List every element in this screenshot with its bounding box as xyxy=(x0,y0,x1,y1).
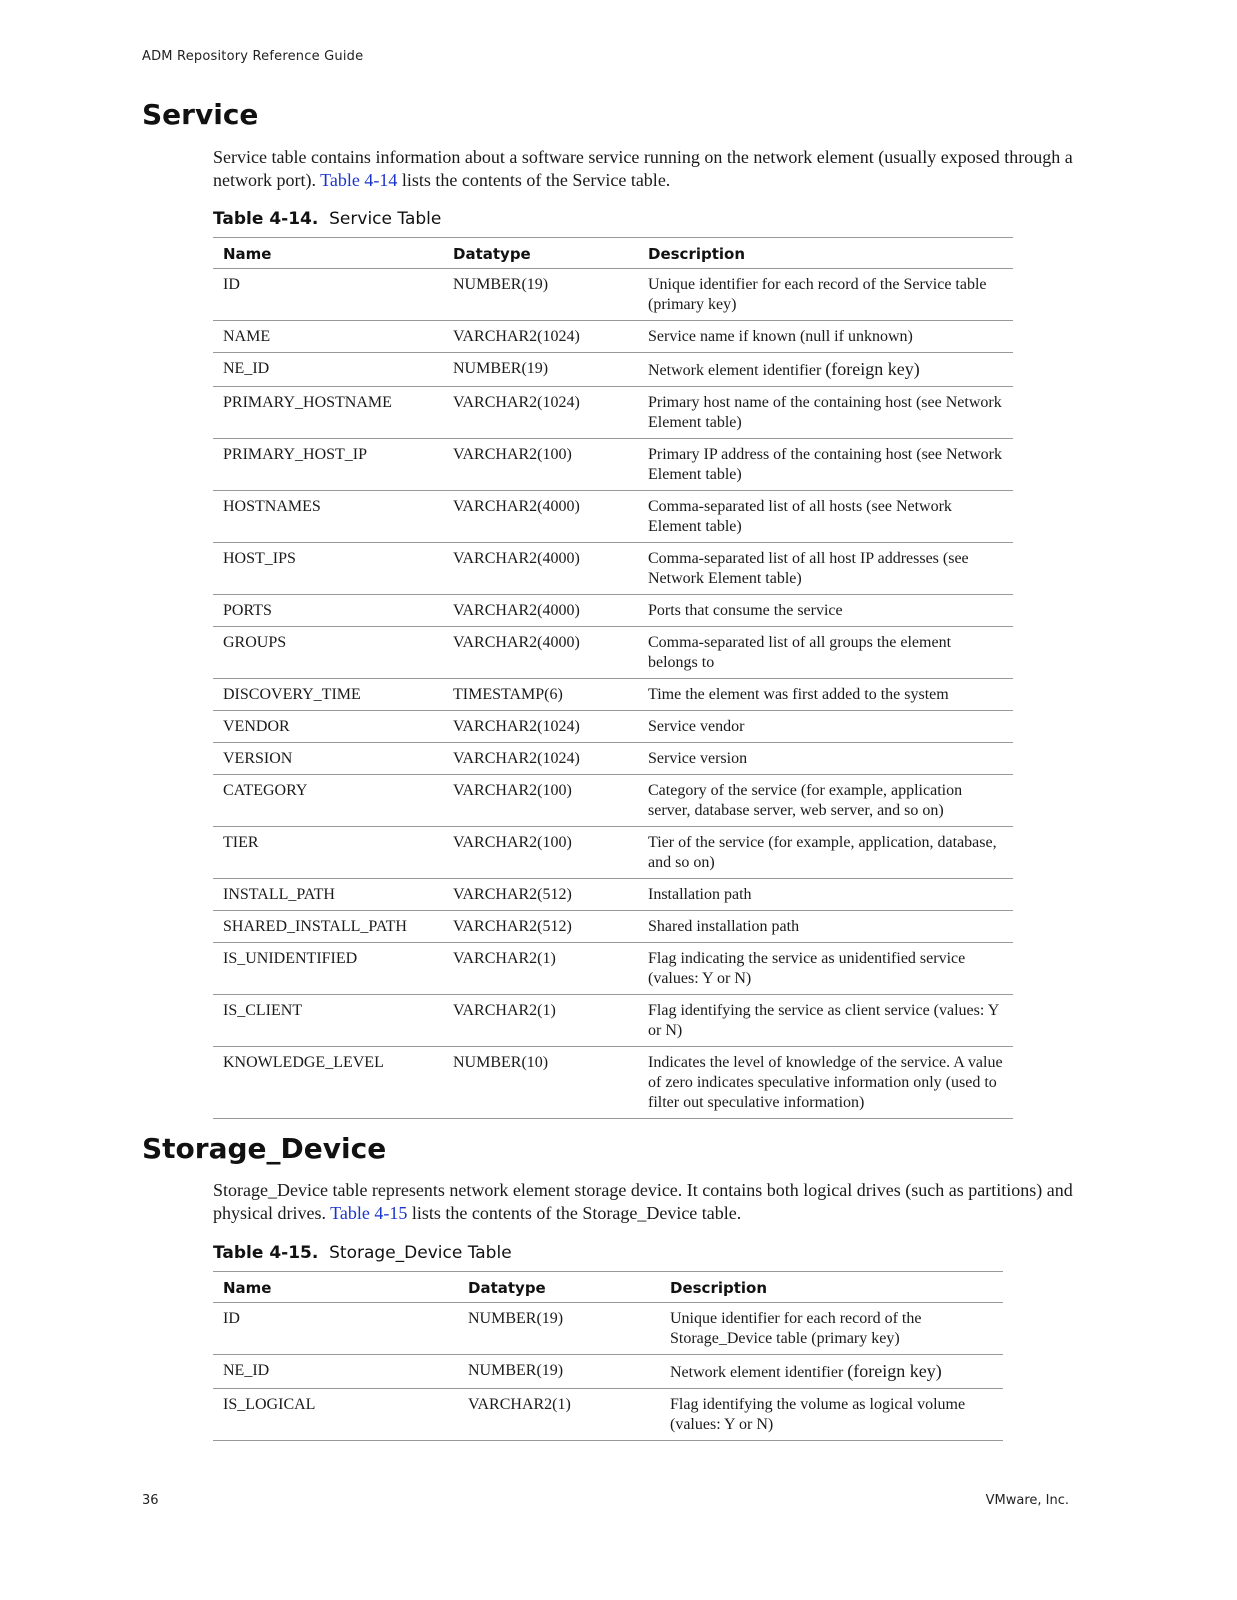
table-row xyxy=(213,595,1013,627)
cell-name xyxy=(213,743,443,775)
cell-name-text: NAME xyxy=(223,328,271,345)
cell-datatype-text: VARCHAR2(1024) xyxy=(453,394,580,411)
column-header-description: Description xyxy=(638,238,1013,269)
cell-description xyxy=(638,827,1013,879)
cell-name xyxy=(213,387,443,439)
cell-datatype xyxy=(458,1389,660,1441)
cell-name-text: IS_LOGICAL xyxy=(223,1396,316,1413)
table-row xyxy=(213,879,1013,911)
cell-description xyxy=(638,353,1013,387)
cell-name xyxy=(213,627,443,679)
cell-name xyxy=(213,595,443,627)
cell-datatype-text: VARCHAR2(1024) xyxy=(453,328,580,345)
service-caption-title: Service Table xyxy=(329,209,442,229)
cell-datatype-text: NUMBER(19) xyxy=(468,1310,564,1327)
cell-name-text: IS_CLIENT xyxy=(223,1002,303,1019)
cell-datatype-text: VARCHAR2(100) xyxy=(453,782,572,799)
cell-description-text: Shared installation path xyxy=(648,918,800,935)
table-row xyxy=(213,439,1013,491)
cell-name xyxy=(213,775,443,827)
cell-name xyxy=(213,911,443,943)
cell-description-text: Comma-separated list of all groups the element belongs to xyxy=(648,634,952,671)
cell-description-text: Installation path xyxy=(648,886,752,903)
cell-description-text: Primary host name of the containing host (see Network Element table) xyxy=(648,394,1002,431)
cell-description xyxy=(660,1355,1003,1389)
cell-datatype xyxy=(443,491,638,543)
table-row xyxy=(213,1355,1003,1389)
table-4-15-link[interactable]: Table 4-15 xyxy=(330,1203,408,1223)
cell-description-suffix: (foreign key) xyxy=(825,359,920,379)
cell-description-text: Primary IP address of the containing host (see Network Element table) xyxy=(648,446,1002,483)
cell-name xyxy=(213,439,443,491)
cell-name-text: NE_ID xyxy=(223,360,270,377)
cell-description-text: Unique identifier for each record of the Storage_Device table (primary key) xyxy=(670,1310,922,1347)
table-row xyxy=(213,491,1013,543)
storage-device-heading: Storage_Device xyxy=(142,1132,387,1165)
table-row xyxy=(213,1047,1013,1119)
cell-datatype-text: VARCHAR2(1) xyxy=(468,1396,571,1413)
cell-name xyxy=(213,353,443,387)
storage-device-table xyxy=(213,1271,1003,1441)
cell-description xyxy=(638,387,1013,439)
cell-name xyxy=(213,1355,458,1389)
cell-description xyxy=(638,943,1013,995)
cell-description xyxy=(638,743,1013,775)
cell-datatype xyxy=(443,743,638,775)
cell-name-text: TIER xyxy=(223,834,259,851)
footer-company: VMware, Inc. xyxy=(985,1493,1069,1508)
cell-name-text: HOST_IPS xyxy=(223,550,296,567)
cell-name-text: HOSTNAMES xyxy=(223,498,321,515)
cell-description-text: Flag identifying the volume as logical volume (values: Y or N) xyxy=(670,1396,966,1433)
cell-description xyxy=(660,1389,1003,1441)
column-header-name: Name xyxy=(213,1272,458,1303)
cell-description xyxy=(638,321,1013,353)
table-row xyxy=(213,995,1013,1047)
cell-description xyxy=(638,595,1013,627)
cell-name xyxy=(213,1047,443,1119)
service-table-header-row xyxy=(213,238,1013,269)
cell-name-text: ID xyxy=(223,276,240,293)
cell-datatype-text: TIMESTAMP(6) xyxy=(453,686,563,703)
cell-description xyxy=(638,439,1013,491)
cell-description-text: Category of the service (for example, application server, database server, web server, and so on) xyxy=(648,782,963,819)
table-row xyxy=(213,321,1013,353)
storage-intro-text: Storage_Device table represents network element storage device. It contains both logical drives (such as partitions) and physical drives. xyxy=(213,1180,1073,1223)
cell-name-text: IS_UNIDENTIFIED xyxy=(223,950,358,967)
table-row xyxy=(213,679,1013,711)
cell-description-text: Ports that consume the service xyxy=(648,602,843,619)
cell-description xyxy=(638,679,1013,711)
page-number: 36 xyxy=(142,1493,159,1508)
table-row xyxy=(213,269,1013,321)
cell-datatype-text: VARCHAR2(4000) xyxy=(453,498,580,515)
service-intro-text: Service table contains information about a software service running on the network element (usually exposed through a network port). xyxy=(213,147,1073,190)
service-intro xyxy=(213,146,1083,192)
cell-description xyxy=(638,879,1013,911)
cell-datatype-text: NUMBER(19) xyxy=(468,1362,564,1379)
cell-name xyxy=(213,711,443,743)
cell-datatype xyxy=(443,775,638,827)
cell-description-text: Service vendor xyxy=(648,718,745,735)
cell-description xyxy=(638,491,1013,543)
cell-description xyxy=(638,1047,1013,1119)
cell-datatype xyxy=(443,627,638,679)
cell-datatype-text: VARCHAR2(512) xyxy=(453,918,572,935)
cell-name-text: PRIMARY_HOST_IP xyxy=(223,446,368,463)
cell-datatype-text: VARCHAR2(1024) xyxy=(453,750,580,767)
cell-name-text: PORTS xyxy=(223,602,272,619)
cell-datatype xyxy=(443,943,638,995)
table-row xyxy=(213,1389,1003,1441)
cell-datatype-text: NUMBER(10) xyxy=(453,1054,549,1071)
cell-datatype-text: NUMBER(19) xyxy=(453,276,549,293)
cell-description-text: Flag identifying the service as client service (values: Y or N) xyxy=(648,1002,999,1039)
storage-device-intro xyxy=(213,1179,1083,1225)
cell-datatype xyxy=(443,995,638,1047)
cell-name-text: KNOWLEDGE_LEVEL xyxy=(223,1054,384,1071)
cell-description-text: Comma-separated list of all host IP addresses (see Network Element table) xyxy=(648,550,969,587)
cell-description xyxy=(660,1303,1003,1355)
service-caption-label: Table 4-14. xyxy=(213,209,319,229)
table-row xyxy=(213,743,1013,775)
cell-name-text: PRIMARY_HOSTNAME xyxy=(223,394,392,411)
table-row xyxy=(213,627,1013,679)
cell-description-text: Service version xyxy=(648,750,748,767)
cell-name-text: VERSION xyxy=(223,750,293,767)
cell-name-text: ID xyxy=(223,1310,240,1327)
cell-datatype xyxy=(443,679,638,711)
cell-description-text: Comma-separated list of all hosts (see Network Element table) xyxy=(648,498,952,535)
cell-description xyxy=(638,711,1013,743)
cell-datatype xyxy=(443,911,638,943)
column-header-name: Name xyxy=(213,238,443,269)
cell-datatype xyxy=(458,1355,660,1389)
cell-description-text: Service name if known (null if unknown) xyxy=(648,328,913,345)
cell-description-text: Flag indicating the service as unidentified service (values: Y or N) xyxy=(648,950,966,987)
cell-description-text: Unique identifier for each record of the Service table (primary key) xyxy=(648,276,987,313)
cell-datatype xyxy=(443,353,638,387)
cell-name-text: VENDOR xyxy=(223,718,290,735)
cell-datatype xyxy=(443,543,638,595)
cell-datatype xyxy=(443,827,638,879)
table-row xyxy=(213,387,1013,439)
cell-datatype-text: VARCHAR2(1) xyxy=(453,950,556,967)
cell-datatype xyxy=(443,439,638,491)
table-row xyxy=(213,543,1013,595)
cell-name xyxy=(213,269,443,321)
column-header-datatype: Datatype xyxy=(458,1272,660,1303)
cell-description-text: Indicates the level of knowledge of the service. A value of zero indicates speculative information only (used to filter out speculative information) xyxy=(648,1054,1003,1111)
cell-datatype-text: NUMBER(19) xyxy=(453,360,549,377)
cell-name xyxy=(213,1303,458,1355)
service-heading: Service xyxy=(142,98,259,131)
cell-name-text: GROUPS xyxy=(223,634,287,651)
table-row xyxy=(213,711,1013,743)
cell-datatype-text: VARCHAR2(4000) xyxy=(453,602,580,619)
cell-description xyxy=(638,269,1013,321)
cell-datatype xyxy=(443,711,638,743)
cell-datatype xyxy=(443,879,638,911)
cell-description xyxy=(638,911,1013,943)
cell-datatype xyxy=(443,595,638,627)
storage-table-header-row xyxy=(213,1272,1003,1303)
cell-datatype-text: VARCHAR2(4000) xyxy=(453,634,580,651)
service-intro-text-end: lists the contents of the Service table. xyxy=(397,170,671,190)
cell-datatype xyxy=(443,269,638,321)
cell-description-text: Time the element was first added to the system xyxy=(648,686,949,703)
cell-name-text: DISCOVERY_TIME xyxy=(223,686,361,703)
column-header-datatype: Datatype xyxy=(443,238,638,269)
cell-datatype-text: VARCHAR2(1024) xyxy=(453,718,580,735)
table-4-14-link[interactable]: Table 4-14 xyxy=(320,170,398,190)
table-row xyxy=(213,1303,1003,1355)
cell-name xyxy=(213,827,443,879)
cell-name-text: INSTALL_PATH xyxy=(223,886,335,903)
cell-name xyxy=(213,679,443,711)
cell-name xyxy=(213,491,443,543)
cell-datatype-text: VARCHAR2(1) xyxy=(453,1002,556,1019)
storage-caption-label: Table 4-15. xyxy=(213,1243,319,1263)
cell-datatype-text: VARCHAR2(100) xyxy=(453,834,572,851)
cell-datatype xyxy=(443,321,638,353)
table-row xyxy=(213,911,1013,943)
cell-description xyxy=(638,543,1013,595)
cell-name xyxy=(213,995,443,1047)
cell-datatype xyxy=(443,387,638,439)
cell-name xyxy=(213,321,443,353)
table-row xyxy=(213,827,1013,879)
table-row xyxy=(213,943,1013,995)
table-row xyxy=(213,353,1013,387)
cell-name xyxy=(213,943,443,995)
column-header-description: Description xyxy=(660,1272,1003,1303)
cell-datatype-text: VARCHAR2(4000) xyxy=(453,550,580,567)
storage-table-caption xyxy=(213,1243,512,1263)
cell-datatype-text: VARCHAR2(100) xyxy=(453,446,572,463)
cell-name xyxy=(213,543,443,595)
cell-datatype-text: VARCHAR2(512) xyxy=(453,886,572,903)
cell-description xyxy=(638,775,1013,827)
running-header: ADM Repository Reference Guide xyxy=(142,49,364,64)
cell-datatype xyxy=(443,1047,638,1119)
cell-name xyxy=(213,879,443,911)
cell-description-text: Network element identifier xyxy=(670,1364,848,1381)
cell-description xyxy=(638,627,1013,679)
cell-description-suffix: (foreign key) xyxy=(847,1361,942,1381)
table-row xyxy=(213,775,1013,827)
storage-caption-title: Storage_Device Table xyxy=(329,1243,512,1263)
cell-description xyxy=(638,995,1013,1047)
cell-description-text: Network element identifier xyxy=(648,362,826,379)
cell-description-text: Tier of the service (for example, application, database, and so on) xyxy=(648,834,997,871)
service-table xyxy=(213,237,1013,1119)
cell-name-text: NE_ID xyxy=(223,1362,270,1379)
cell-datatype xyxy=(458,1303,660,1355)
storage-intro-text-end: lists the contents of the Storage_Device table. xyxy=(407,1203,742,1223)
service-table-caption xyxy=(213,209,441,229)
cell-name-text: SHARED_INSTALL_PATH xyxy=(223,918,407,935)
cell-name-text: CATEGORY xyxy=(223,782,308,799)
cell-name xyxy=(213,1389,458,1441)
